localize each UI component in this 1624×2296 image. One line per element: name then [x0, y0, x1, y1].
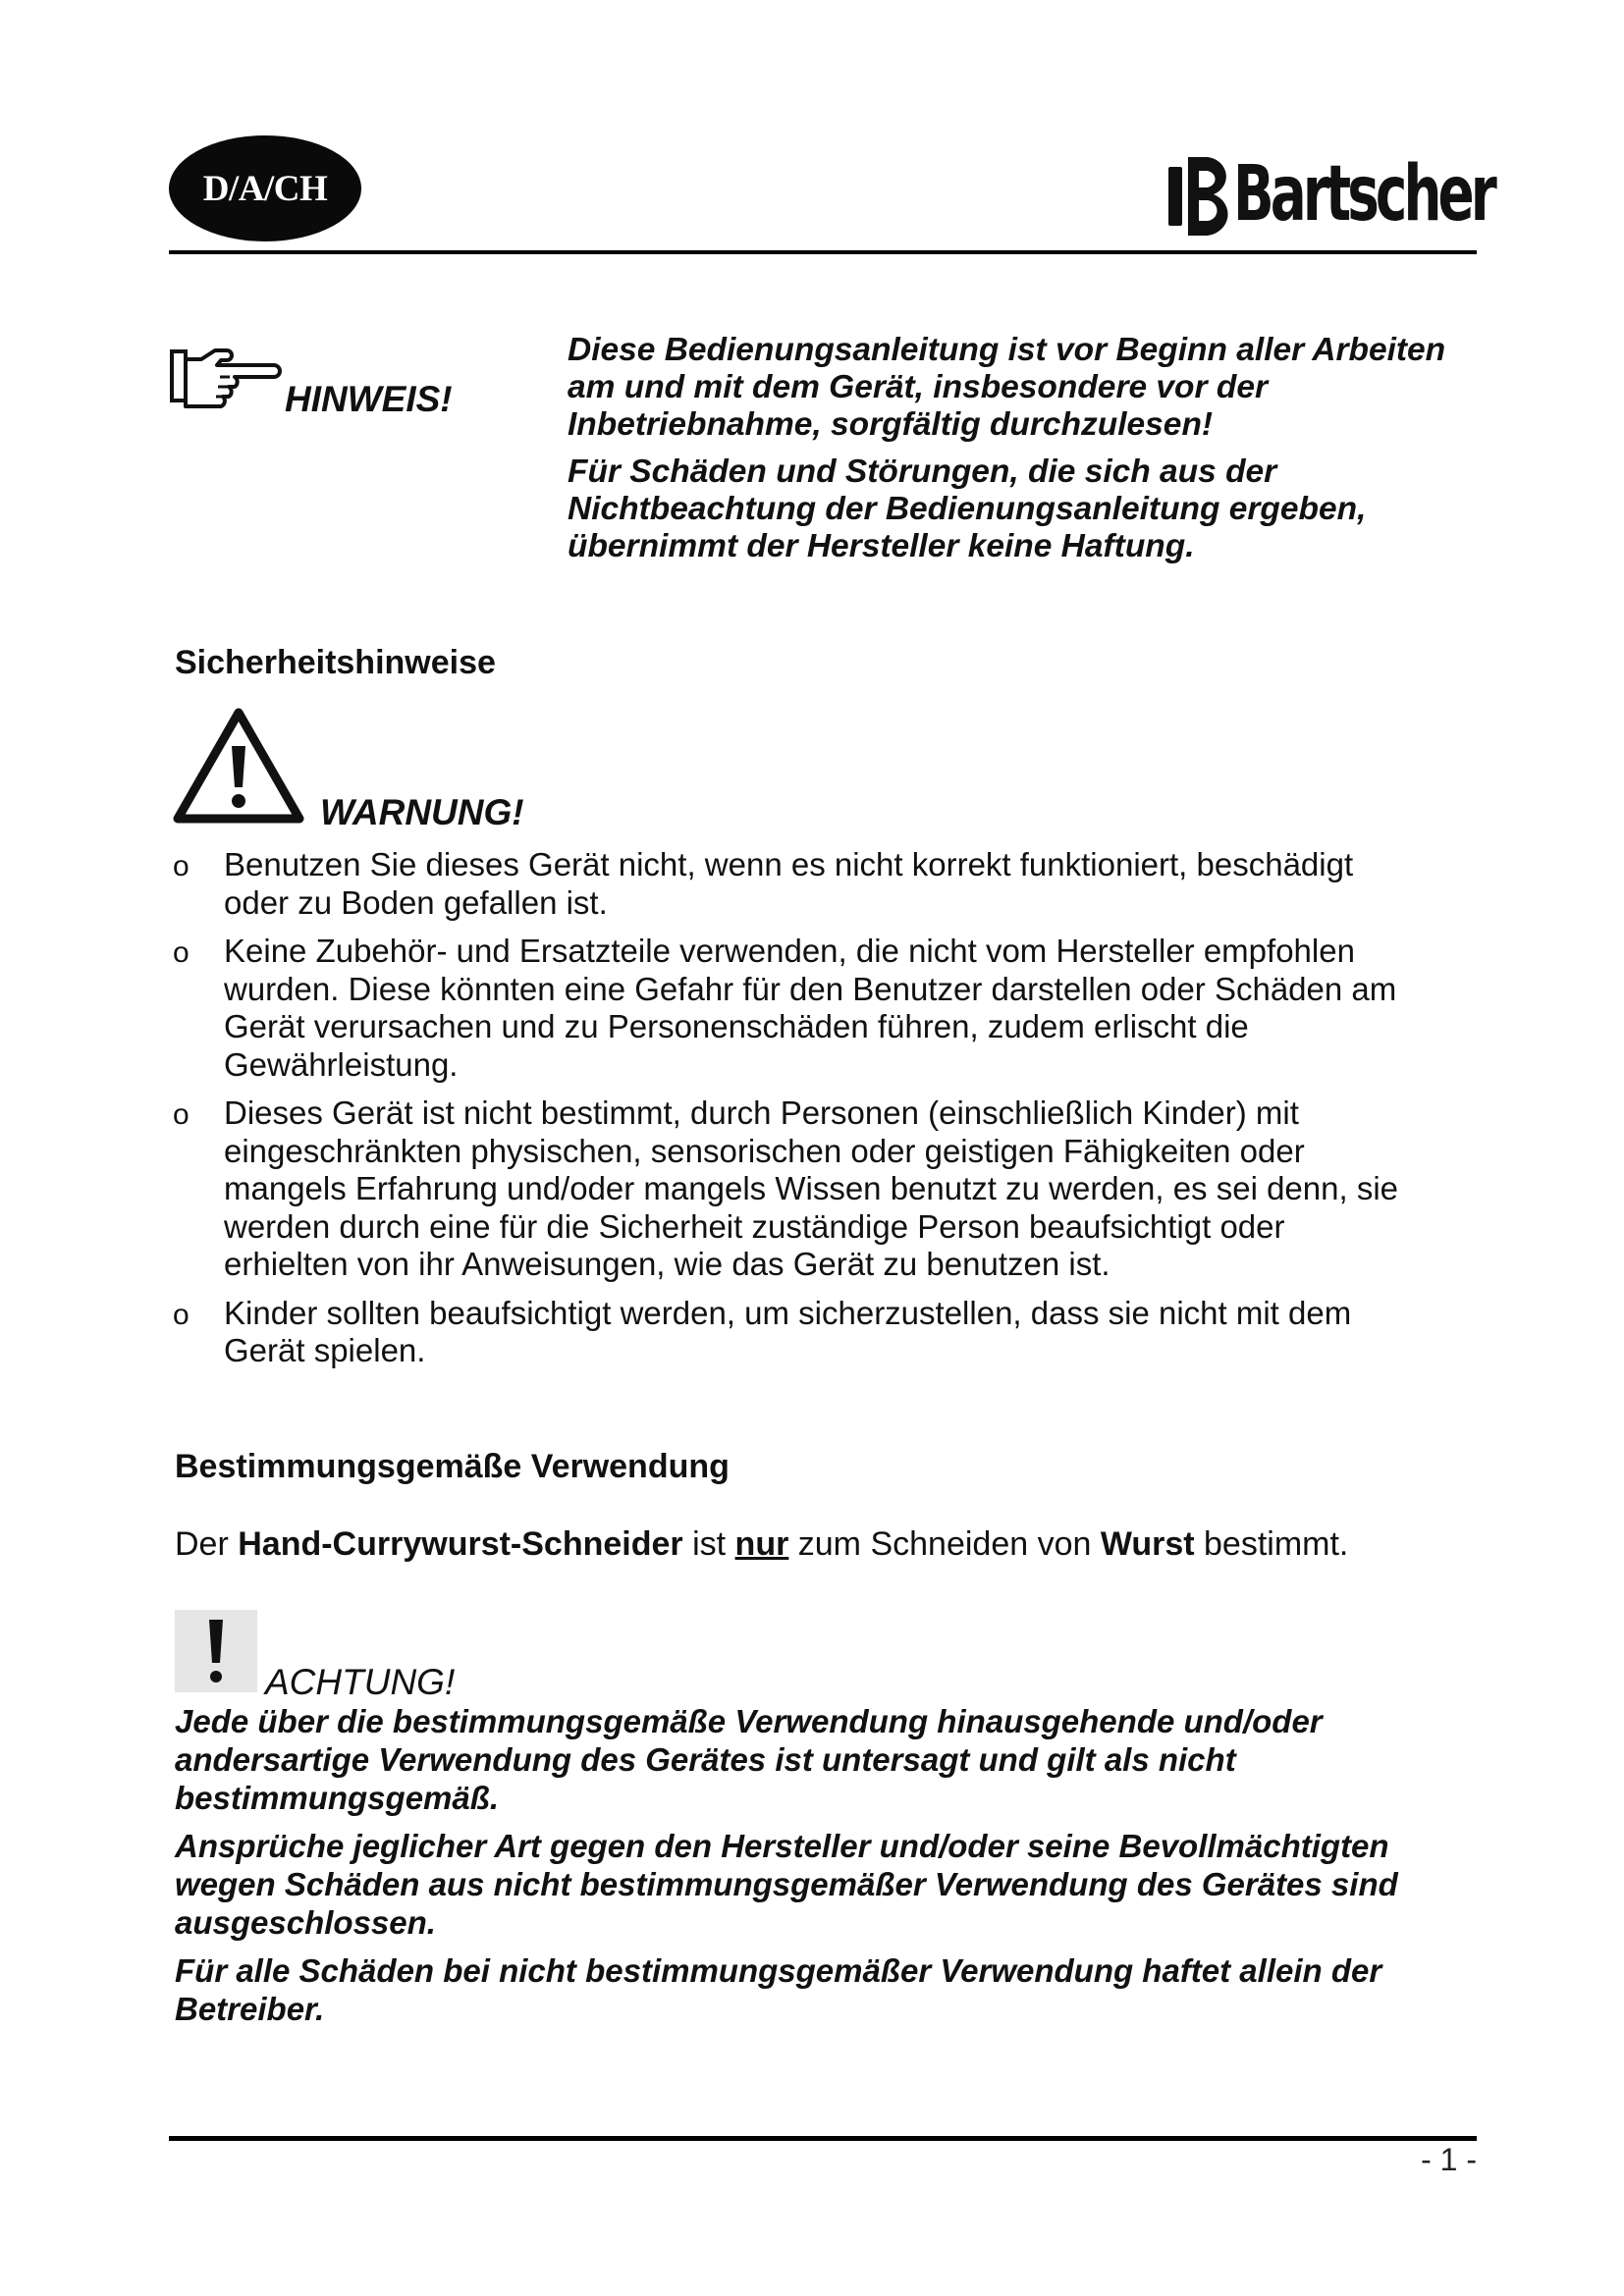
notice-title: HINWEIS!: [285, 379, 453, 419]
page-number: - 1 -: [1421, 2142, 1477, 2177]
brand-logo: [1168, 147, 1567, 241]
sentence-part: ist: [682, 1525, 735, 1563]
list-item: [173, 1295, 1400, 1370]
object-word: Wurst: [1100, 1525, 1195, 1563]
list-item-text: Dieses Gerät ist nicht bestimmt, durch Personen (einschließlich Kinder) mit eingeschränkten physischen, sensorischen oder geistigen Fähigkeiten oder mangels Erfahrung und/oder mangels Wissen benutzt zu werden, es sei denn, sie werden durch eine für die Sicherheit zuständige Person beaufsichtigt oder erhielten von ihr Anweisungen, wie das Gerät zu benutzen ist.: [224, 1095, 1399, 1282]
caution-paragraph: Für alle Schäden bei nicht bestimmungsgemäßer Verwendung haftet allein der Betreiber.: [175, 1952, 1382, 2027]
region-badge: D/A/CH: [169, 135, 361, 241]
sentence-part: bestimmt.: [1194, 1525, 1349, 1563]
bullet-marker: o: [173, 936, 189, 969]
header-rule: [169, 250, 1477, 254]
pointing-hand-icon: [169, 344, 287, 408]
list-item-text: Kinder sollten beaufsichtigt werden, um sicherzustellen, dass sie nicht mit dem Gerät spielen.: [224, 1294, 1352, 1368]
intended-use-heading: Bestimmungsgemäße Verwendung: [175, 1448, 730, 1485]
bullet-marker: o: [173, 1098, 189, 1131]
warning-title: WARNUNG!: [320, 792, 524, 832]
notice-body: [568, 332, 1471, 575]
footer-rule: [169, 2136, 1477, 2141]
list-item-text: Benutzen Sie dieses Gerät nicht, wenn es nicht korrekt funktioniert, beschädigt oder zu Boden gefallen ist.: [224, 846, 1354, 921]
list-item: [173, 933, 1400, 1084]
safety-heading: Sicherheitshinweise: [175, 644, 496, 681]
intended-use-sentence: [175, 1525, 1348, 1564]
list-item: [173, 846, 1400, 922]
caution-title: ACHTUNG!: [265, 1662, 456, 1702]
brand-wordmark: Bartscher: [1233, 150, 1493, 239]
sentence-part: Der: [175, 1525, 239, 1563]
list-item: [173, 1095, 1400, 1284]
warning-triangle-icon: [173, 707, 304, 827]
safety-list: [173, 846, 1400, 1381]
list-item-text: Keine Zubehör- und Ersatzteile verwenden, die nicht vom Hersteller empfohlen wurden. Diese könnten eine Gefahr für den Benutzer darstellen oder Schäden am Gerät verursachen und zu Personenschäden führen, zudem erlischt die Gewährleistung.: [224, 933, 1397, 1083]
caution-paragraph: Jede über die bestimmungsgemäße Verwendung hinausgehende und/oder andersartige Verwendung des Gerätes ist untersagt und gilt als nicht bestimmungsgemäß.: [175, 1703, 1323, 1816]
bullet-marker: o: [173, 1298, 189, 1331]
notice-paragraph: Für Schäden und Störungen, die sich aus der Nichtbeachtung der Bedienungsanleitung ergeben, übernimmt der Hersteller keine Haftung.: [568, 454, 1367, 564]
product-name: Hand-Currywurst-Schneider: [238, 1525, 683, 1563]
caution-paragraph: Ansprüche jeglicher Art gegen den Hersteller und/oder seine Bevollmächtigten wegen Schäden aus nicht bestimmungsgemäßer Verwendung des Gerätes sind ausgeschlossen.: [175, 1828, 1398, 1941]
caution-body: [175, 1702, 1471, 2038]
exclamation-icon: [175, 1610, 257, 1692]
brand-b-mark-icon: [1168, 149, 1237, 240]
bullet-marker: o: [173, 850, 189, 882]
emphasis-word: nur: [734, 1525, 789, 1563]
notice-paragraph: Diese Bedienungsanleitung ist vor Beginn aller Arbeiten am und mit dem Gerät, insbesondere vor der Inbetriebnahme, sorgfältig durchzulesen!: [568, 332, 1446, 443]
sentence-part: zum Schneiden von: [788, 1525, 1101, 1563]
